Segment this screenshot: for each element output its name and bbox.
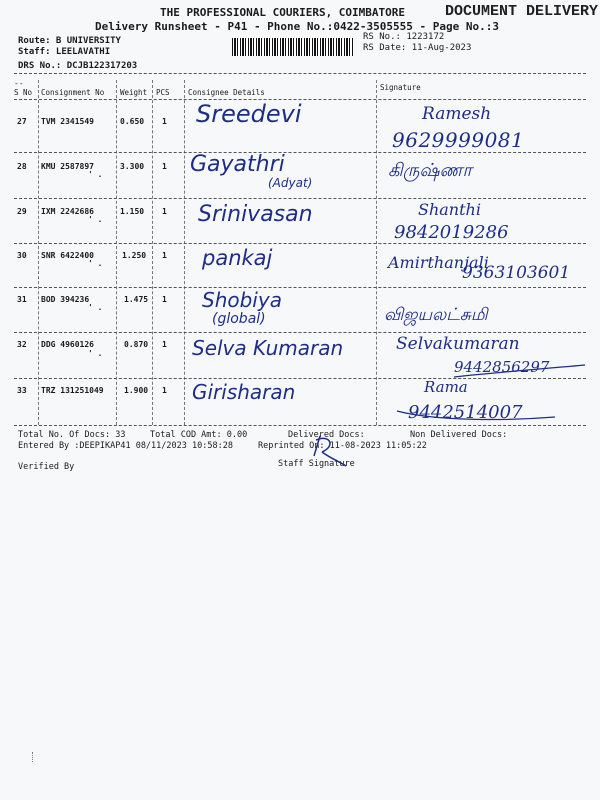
row-divider: [14, 287, 586, 288]
signature-scribble: [300, 432, 360, 472]
row-sno: 29: [17, 207, 27, 216]
document-type: DOCUMENT DELIVERY: [444, 3, 598, 20]
row-signature-phone: 9842019286: [394, 222, 509, 243]
row-weight: 1.900: [124, 386, 149, 395]
reprinted-on: Reprinted On: 11-08-2023 11:05:22: [258, 441, 427, 451]
table-bottom-divider: [14, 425, 586, 426]
row-sno: 31: [17, 295, 27, 304]
row-divider: [14, 198, 586, 199]
row-consignment: BOD 394236: [41, 295, 90, 304]
delivered-docs: Delivered Docs:: [288, 430, 365, 440]
row-consignee-note: (Adyat): [268, 176, 313, 190]
row-signature-name: விஜயலட்சுமி: [384, 305, 488, 325]
row-consignee-note: (global): [212, 311, 266, 327]
non-delivered-docs: Non Delivered Docs:: [410, 430, 508, 440]
row-divider: [14, 243, 586, 244]
row-consignee: Girisharan: [192, 380, 296, 404]
row-weight: 0.870: [124, 340, 149, 349]
col-consignee: Consignee Details: [188, 88, 265, 97]
header-divider: [14, 73, 586, 74]
row-signature-name: Ramesh: [422, 104, 492, 124]
row-signature-name: Selvakumaran: [396, 334, 520, 354]
row-consignment: KMU 2587897: [41, 162, 94, 171]
row-pcs: 1: [162, 386, 167, 395]
staff: Staff: LEELAVATHI: [18, 47, 111, 57]
strike-scribble: [380, 363, 590, 383]
tick-mark: ' .: [88, 170, 103, 179]
row-pcs: 1: [162, 207, 167, 216]
row-consignment: DDG 4960126: [41, 340, 94, 349]
row-weight: 3.300: [120, 162, 145, 171]
row-consignee: pankaj: [202, 246, 273, 270]
row-weight: 0.650: [120, 117, 145, 126]
row-weight: 1.250: [122, 251, 147, 260]
row-pcs: 1: [162, 162, 167, 171]
total-cod: Total COD Amt: 0.00: [150, 430, 248, 440]
row-divider: [14, 152, 586, 153]
row-consignment: TVM 2341549: [41, 117, 94, 126]
rs-number: RS No.: 1223172: [363, 32, 445, 42]
tick-mark: ' .: [88, 259, 103, 268]
row-consignee: Selva Kumaran: [192, 336, 344, 360]
underline-scribble: [395, 405, 565, 425]
row-pcs: 1: [162, 117, 167, 126]
row-consignee: Sreedevi: [196, 100, 302, 128]
company-name: THE PROFESSIONAL COURIERS, COIMBATORE: [160, 6, 406, 19]
row-pcs: 1: [162, 295, 167, 304]
row-consignment: SNR 6422400: [41, 251, 94, 260]
row-pcs: 1: [162, 340, 167, 349]
row-signature-name: Amirthanjali: [388, 253, 489, 272]
row-signature-name: Rama: [424, 378, 468, 396]
barcode: [232, 38, 354, 56]
verified-by: Verified By: [18, 462, 75, 472]
row-weight: 1.150: [120, 207, 145, 216]
row-signature-phone: 9363103601: [462, 263, 571, 283]
col-pcs: PCS: [156, 88, 170, 97]
rs-date: RS Date: 11-Aug-2023: [363, 43, 472, 53]
tick-mark: ' .: [88, 349, 103, 358]
row-sno: 33: [17, 386, 27, 395]
entered-by: Entered By :DEEPIKAP41 08/11/2023 10:58:28: [18, 441, 233, 451]
scan-mark: [32, 752, 39, 762]
route: Route: B UNIVERSITY: [18, 36, 121, 46]
col-weight: Weight: [120, 88, 148, 97]
row-signature-name: Shanthi: [418, 200, 481, 219]
row-signature-phone: 9442856297: [454, 358, 550, 376]
row-consignee: Shobiya: [202, 288, 282, 312]
total-docs: Total No. Of Docs: 33: [18, 430, 126, 440]
row-consignee: Gayathri: [190, 152, 285, 177]
row-divider: [14, 332, 586, 333]
row-sno: 30: [17, 251, 27, 260]
col-sno: S No: [14, 88, 33, 97]
runsheet-line: Delivery Runsheet - P41 - Phone No.:0422-3505555 - Page No.:3: [95, 20, 499, 33]
row-consignment: IXM 2242686: [41, 207, 94, 216]
row-signature-name: கிருஷ்ணா: [388, 160, 472, 181]
tick-mark: ' .: [88, 303, 103, 312]
staff-signature: Staff Signature: [278, 459, 355, 469]
drs-number: DRS No.: DCJB122317203: [18, 61, 138, 71]
row-consignee: Srinivasan: [198, 202, 313, 227]
row-signature-phone: 9629999081: [392, 128, 525, 152]
row-sno: 28: [17, 162, 27, 171]
tick-mark: ' .: [88, 215, 103, 224]
row-sno: 27: [17, 117, 27, 126]
col-signature: Signature: [380, 83, 421, 92]
dash-mark: --: [14, 79, 24, 88]
row-weight: 1.475: [124, 295, 149, 304]
col-consignment: Consignment No: [41, 88, 105, 97]
row-consignment: TRZ 131251049: [41, 386, 104, 395]
row-pcs: 1: [162, 251, 167, 260]
row-sno: 32: [17, 340, 27, 349]
row-signature-phone: 9442514007: [408, 402, 523, 423]
